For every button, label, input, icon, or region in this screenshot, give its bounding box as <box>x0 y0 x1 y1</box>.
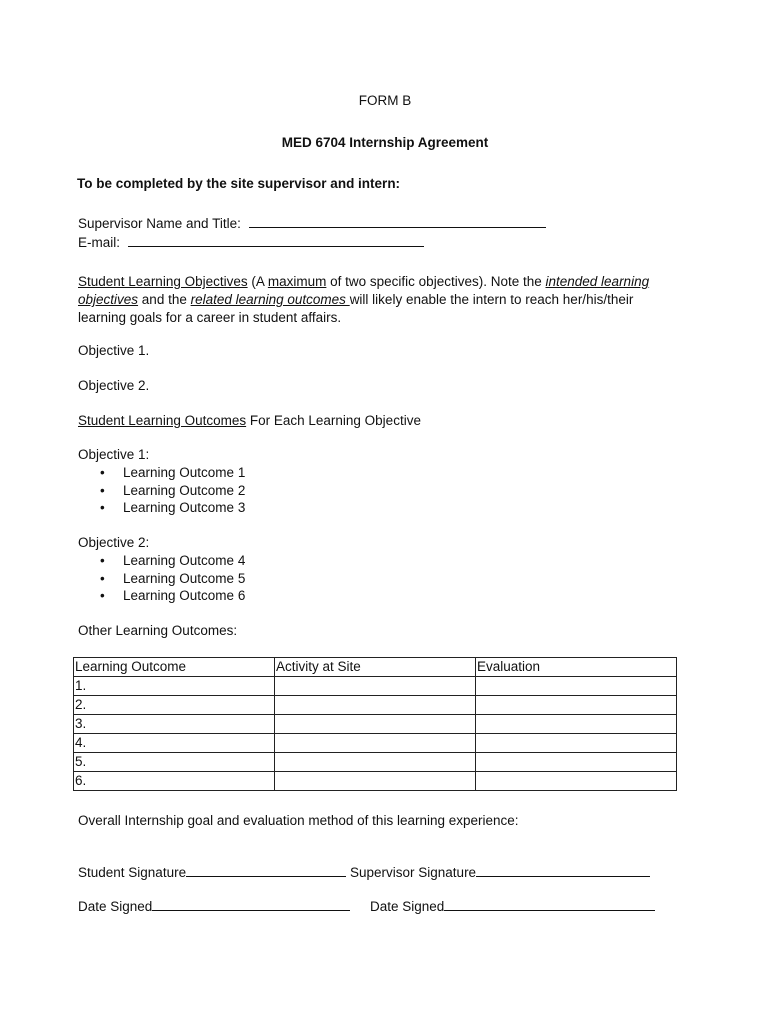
overall-goal-label: Overall Internship goal and evaluation method of this learning experience: <box>78 813 519 828</box>
row-number[interactable]: 2. <box>74 696 275 715</box>
learning-outcome-6: Learning Outcome 6 <box>123 588 246 603</box>
evaluation-cell[interactable] <box>476 696 677 715</box>
date-signed-field-2[interactable] <box>370 899 655 914</box>
row-number[interactable]: 3. <box>74 715 275 734</box>
outcomes-table <box>73 657 677 791</box>
student-signature-line <box>186 866 346 877</box>
supervisor-signature-field[interactable] <box>350 865 650 880</box>
outcomes-heading: Student Learning Outcomes <box>78 413 247 428</box>
objective-1-label: Objective 1. <box>78 343 150 358</box>
bullet-icon: • <box>100 588 105 603</box>
intended-objectives: intended learning objectives <box>78 274 650 307</box>
supervisor-signature-label: Supervisor Signature <box>350 865 477 880</box>
date-signed-field-1[interactable] <box>78 899 350 914</box>
bullet-icon: • <box>100 553 105 568</box>
date-signed-label-2: Date Signed <box>370 899 445 914</box>
evaluation-cell[interactable] <box>476 677 677 696</box>
objectives-text-a: (A <box>247 274 268 289</box>
table-header-row <box>74 658 677 677</box>
activity-cell[interactable] <box>275 715 476 734</box>
table-row <box>74 772 677 791</box>
activity-cell[interactable] <box>275 677 476 696</box>
evaluation-cell[interactable] <box>476 715 677 734</box>
learning-outcome-1: Learning Outcome 1 <box>123 465 246 480</box>
date-signed-label-1: Date Signed <box>78 899 153 914</box>
email-field[interactable] <box>78 235 424 250</box>
bullet-icon: • <box>100 482 105 498</box>
related-outcomes: related learning outcomes <box>190 292 350 307</box>
activity-cell[interactable] <box>275 696 476 715</box>
supervisor-name-label: Supervisor Name and Title: <box>78 216 241 231</box>
bullet-icon: • <box>100 570 105 586</box>
list-item <box>78 464 245 482</box>
list-item <box>78 552 245 570</box>
page-title: MED 6704 Internship Agreement <box>281 135 489 150</box>
instruction-text: To be completed by the site supervisor and intern: <box>77 176 401 191</box>
objectives-paragraph <box>78 273 678 327</box>
learning-outcome-3: Learning Outcome 3 <box>123 500 246 515</box>
objectives-text-d: will likely enable the intern to reach her/his/their learning goals for a career in student affairs. <box>78 292 634 325</box>
email-label: E-mail: <box>78 235 121 250</box>
maximum-word: maximum <box>267 274 327 289</box>
header-activity: Activity at Site <box>275 658 476 677</box>
form-label: FORM B <box>358 93 412 108</box>
bullet-icon: • <box>100 465 105 480</box>
header-learning-outcome: Learning Outcome <box>74 658 275 677</box>
objective-group-2-list <box>78 552 245 605</box>
objectives-text-c: and the <box>138 292 191 307</box>
table-row <box>74 753 677 772</box>
activity-cell[interactable] <box>275 753 476 772</box>
header-evaluation: Evaluation <box>476 658 677 677</box>
table-row <box>74 696 677 715</box>
student-signature-field[interactable] <box>78 865 346 880</box>
list-item <box>78 499 245 517</box>
list-item <box>78 482 245 500</box>
objective-group-1-list <box>78 464 245 517</box>
email-line <box>128 236 424 247</box>
row-number[interactable]: 5. <box>74 753 275 772</box>
table-row <box>74 677 677 696</box>
table-row <box>74 715 677 734</box>
supervisor-name-field[interactable] <box>78 216 546 231</box>
objective-2-label: Objective 2. <box>78 378 150 393</box>
supervisor-name-line <box>249 217 546 228</box>
outcomes-heading-line <box>78 413 421 428</box>
student-signature-label: Student Signature <box>78 865 187 880</box>
learning-outcome-2: Learning Outcome 2 <box>123 482 246 498</box>
bullet-icon: • <box>100 500 105 515</box>
row-number[interactable]: 1. <box>74 677 275 696</box>
objective-group-1-label: Objective 1: <box>78 447 150 462</box>
row-number[interactable]: 4. <box>74 734 275 753</box>
outcomes-heading-rest: For Each Learning Objective <box>246 413 421 428</box>
list-item <box>78 570 245 588</box>
supervisor-signature-line <box>476 866 650 877</box>
table-row <box>74 734 677 753</box>
objectives-text-b: of two specific objectives). Note the <box>326 274 546 289</box>
evaluation-cell[interactable] <box>476 753 677 772</box>
objectives-heading: Student Learning Objectives <box>78 274 248 289</box>
other-outcomes-label: Other Learning Outcomes: <box>78 623 238 638</box>
learning-outcome-5: Learning Outcome 5 <box>123 570 246 586</box>
date-signed-line-2 <box>444 900 655 911</box>
objective-group-2-label: Objective 2: <box>78 535 150 550</box>
list-item <box>78 587 245 605</box>
activity-cell[interactable] <box>275 772 476 791</box>
evaluation-cell[interactable] <box>476 772 677 791</box>
activity-cell[interactable] <box>275 734 476 753</box>
date-signed-line-1 <box>152 900 350 911</box>
row-number[interactable]: 6. <box>74 772 275 791</box>
evaluation-cell[interactable] <box>476 734 677 753</box>
learning-outcome-4: Learning Outcome 4 <box>123 553 246 568</box>
